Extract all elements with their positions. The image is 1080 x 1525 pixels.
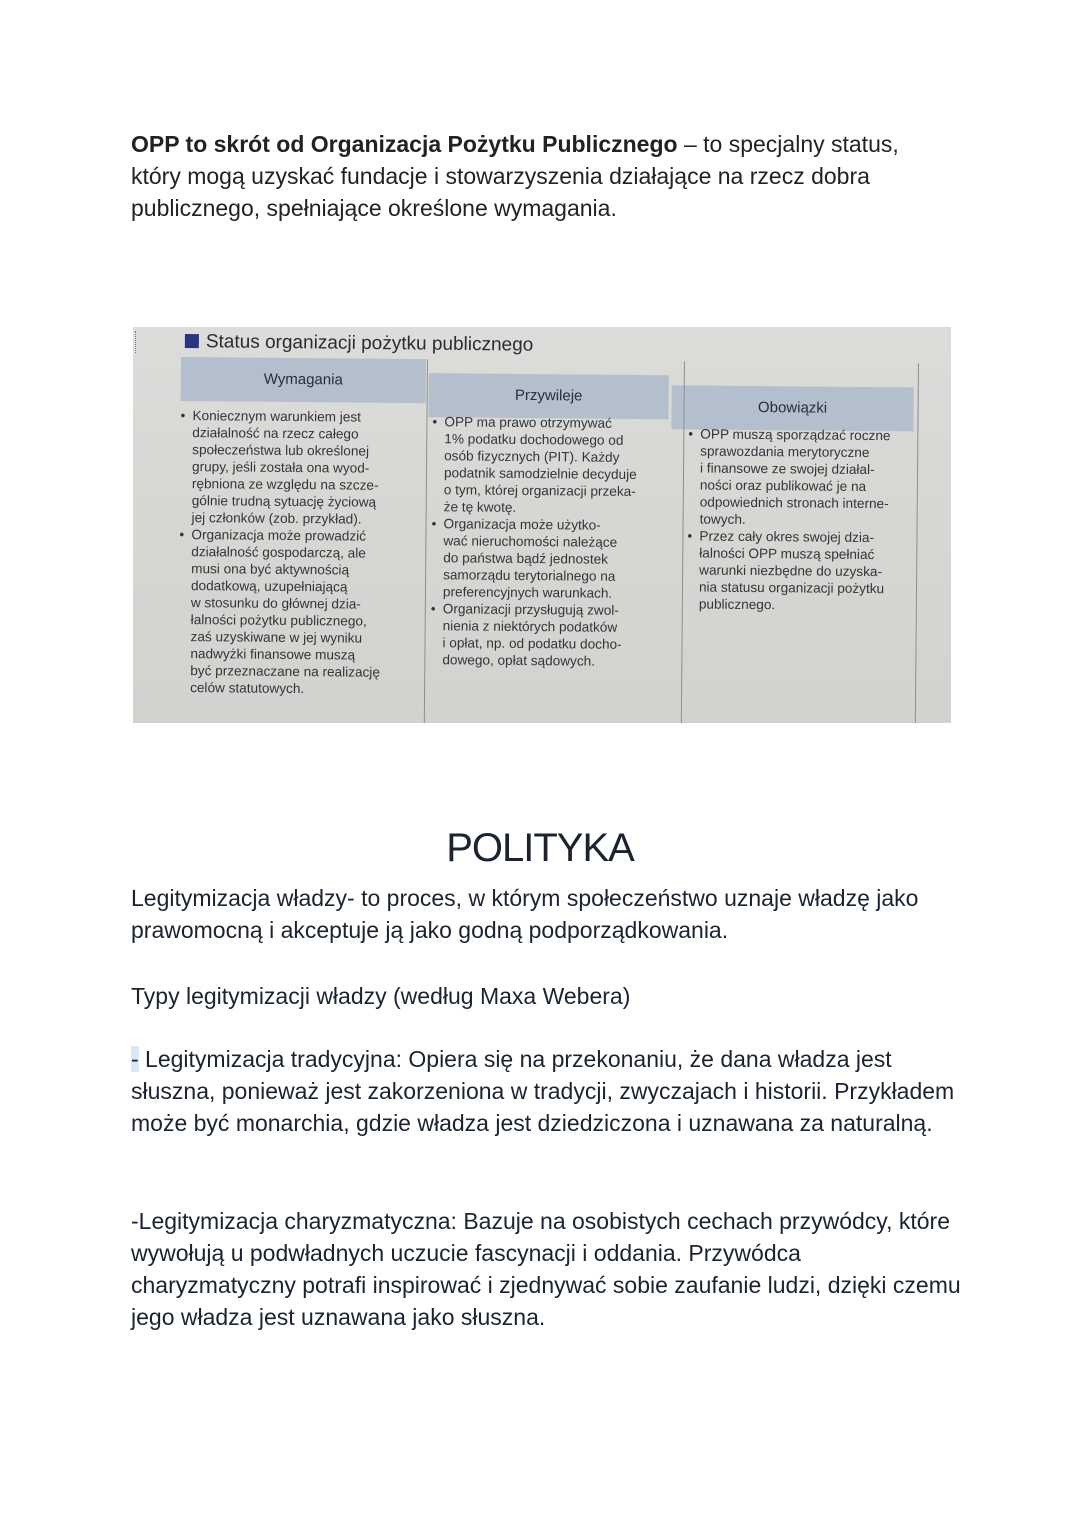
bullet-line: zaś uzyskiwane w jej wyniku <box>190 629 363 646</box>
bullet-line: towych. <box>699 511 746 527</box>
bullet-line: • OPP ma prawo otrzymywać <box>444 414 612 431</box>
bullet-line: grupy, jeśli została ona wyod- <box>191 459 370 476</box>
bullet-line: musi ona być aktywnością <box>191 561 350 578</box>
table-title: Status organizacji pożytku publicznego <box>185 331 534 357</box>
bullet-line: preferencyjnych warunkach. <box>442 584 613 601</box>
bullet-item <box>432 413 669 517</box>
bullet-line: i finansowe ze swojej działal- <box>699 460 875 478</box>
column-requirements <box>178 407 421 698</box>
column-duties <box>687 425 919 614</box>
bullet-line: o tym, której organizacji przeka- <box>443 482 636 499</box>
column-privileges <box>430 413 668 670</box>
bullet-line: działalność gospodarczą, ale <box>191 544 366 561</box>
bullet-line: że tę kwotę. <box>443 499 517 515</box>
bullet-line: • OPP muszą sporządzać roczne <box>700 426 891 444</box>
column-divider <box>424 359 428 723</box>
bullet-line: celów statutowych. <box>190 680 305 697</box>
bullet-line: społeczeństwa lub określonej <box>192 442 370 459</box>
header-przywileje: Przywileje <box>428 373 668 419</box>
bullet-line: odpowiednich stronach interne- <box>699 494 889 512</box>
bullet-line: dodatkową, uzupełniającą <box>190 578 348 595</box>
bullet-line: warunki niezbędne do uzyska- <box>699 562 883 580</box>
intro-definition: – to specjalny status, który mogą uzyskać fundacje i stowarzyszenia działające na rzecz dobra publicznego, spełniające określone wymagania. <box>131 131 899 221</box>
header-obowiazki: Obowiązki <box>671 385 913 431</box>
bullet-line: • Koniecznym warunkiem jest <box>192 408 362 425</box>
bullet-item <box>178 526 419 698</box>
bullet-line: nienia z niektórych podatków <box>442 618 618 635</box>
bullet-line: samorządu terytorialnego na <box>443 567 616 584</box>
bullet-item <box>430 600 667 670</box>
bullet-line: dowego, opłat sądowych. <box>442 652 596 669</box>
page-edge-mark <box>135 331 142 353</box>
bullet-line: do państwa bądź jednostek <box>443 550 609 567</box>
bullet-line: jej członków (zob. przykład). <box>191 510 362 527</box>
header-wymagania: Wymagania <box>181 357 426 403</box>
bullet-line: w stosunku do głównej dzia- <box>190 595 361 612</box>
bullet-line: i opłat, np. od podatku docho- <box>442 635 622 652</box>
bullet-line: sprawozdania merytoryczne <box>700 443 870 461</box>
charismatic-legitimization: -Legitymizacja charyzmatyczna: Bazuje na osobistych cechach przywódcy, które wywołują u podwładnych uczucie fascynacji i oddania. Przywódca charyzmatyczny potrafi inspirować i zjednywać sobie zaufanie ludzi, dzięki czemu jego władza jest uznawana jako słuszna. <box>131 1208 961 1330</box>
title-square-icon <box>185 334 199 348</box>
bullet-line: podatnik samodzielnie decyduje <box>443 465 637 482</box>
bullet-line: wać nieruchomości należące <box>443 533 618 550</box>
bullet-line: publicznego. <box>698 596 776 613</box>
bullet-line: działalność na rzecz całego <box>192 425 359 442</box>
bullet-item <box>180 407 421 528</box>
bullet-line: osób fizycznych (PIT). Każdy <box>444 448 620 465</box>
bullet-line: ności oraz publikować je na <box>699 477 867 494</box>
bullet-line: rębniona ze względu na szcze- <box>191 476 379 493</box>
bullet-item <box>431 515 668 602</box>
bullet-line: • Organizacji przysługują zwol- <box>442 601 619 618</box>
intro-bold-term: OPP to skrót od Organizacja Pożytku Publicznego <box>131 131 678 157</box>
bullet-line: • Organizacja może użytko- <box>443 516 601 533</box>
bullet-item <box>688 425 919 529</box>
opp-status-table <box>178 357 916 723</box>
intro-paragraph <box>131 128 951 224</box>
textbook-table-photo <box>133 327 951 723</box>
bullet-item <box>687 527 918 614</box>
legitimization-definition: Legitymizacja władzy- to proces, w którym społeczeństwo uznaje władzę jako prawomocną i akceptuje ją jako godną podporządkowania. <box>131 885 919 943</box>
traditional-legitimization: - Legitymizacja tradycyjna: Opiera się na przekonaniu, że dana władza jest słuszna, ponieważ jest zakorzeniona w tradycji, zwyczajach i historii. Przykładem może być monarchia, gdzie władza jest dziedziczona i uznawana za naturalną. <box>131 1046 955 1136</box>
bullet-line: łalności OPP muszą spełniać <box>699 545 875 563</box>
bullet-line: nia statusu organizacji pożytku <box>698 579 885 597</box>
bullet-line: łalności pożytku publicznego, <box>190 612 367 629</box>
types-intro: Typy legitymizacji władzy (według Maxa Webera) <box>131 983 631 1009</box>
bullet-line: nadwyżki finansowe muszą <box>190 646 356 663</box>
text-cursor-selection[interactable]: - <box>131 1046 139 1072</box>
bullet-line: 1% podatku dochodowego od <box>444 431 624 448</box>
bullet-line: • Organizacja może prowadzić <box>191 527 367 544</box>
section-heading: POLITYKA <box>446 826 634 870</box>
bullet-line: • Przez cały okres swojej dzia- <box>699 528 875 546</box>
bullet-line: gólnie trudną sytuację życiową <box>191 493 377 510</box>
bullet-line: być przeznaczane na realizację <box>190 663 380 680</box>
